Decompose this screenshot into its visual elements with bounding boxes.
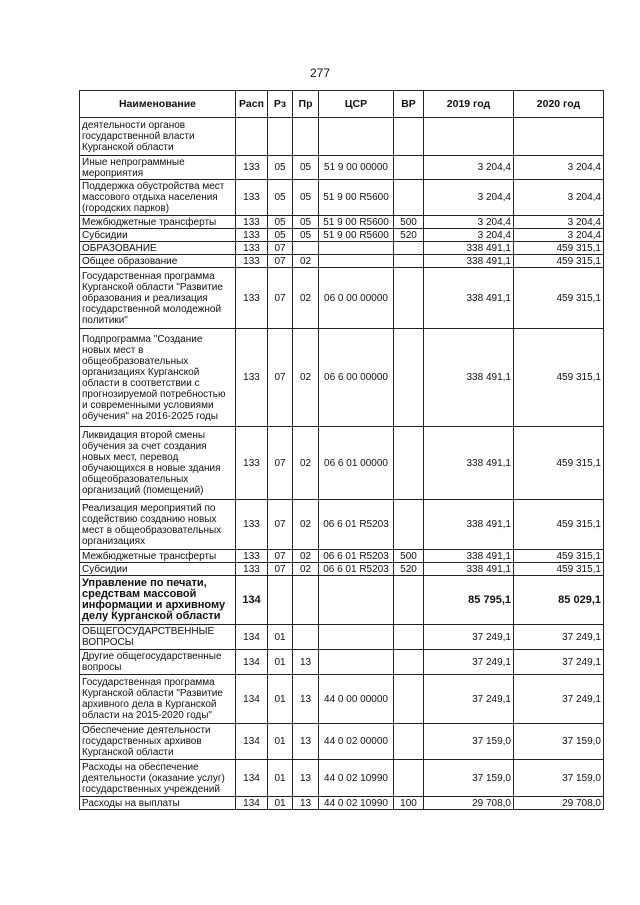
row-vr: 500 xyxy=(394,216,424,229)
row-rz: 01 xyxy=(268,760,293,797)
row-name: деятельности органов государственной власти Курганской области xyxy=(80,118,236,156)
table-row xyxy=(80,563,604,576)
row-rz: 05 xyxy=(268,156,293,180)
row-name: Ликвидация второй смены обучения за счет создания новых мест, перевод обучающихся в новые здания общеобразовательных организаций (помещений) xyxy=(80,427,236,500)
row-2020: 37 249,1 xyxy=(514,675,604,724)
row-pr xyxy=(293,242,319,255)
row-rasp: 133 xyxy=(236,242,268,255)
row-rz: 07 xyxy=(268,255,293,268)
row-csr: 51 9 00 00000 xyxy=(319,156,394,180)
row-2019: 37 249,1 xyxy=(424,625,514,650)
row-vr xyxy=(394,242,424,255)
row-2020: 459 315,1 xyxy=(514,329,604,427)
table-row xyxy=(80,576,604,625)
row-vr: 520 xyxy=(394,563,424,576)
row-2020: 85 029,1 xyxy=(514,576,604,625)
row-2020: 459 315,1 xyxy=(514,427,604,500)
row-2020: 37 249,1 xyxy=(514,625,604,650)
row-rasp xyxy=(236,118,268,156)
row-name: Обеспечение деятельности государственных архивов Курганской области xyxy=(80,724,236,760)
row-2020: 459 315,1 xyxy=(514,242,604,255)
row-rasp: 134 xyxy=(236,576,268,625)
row-2019: 3 204,4 xyxy=(424,180,514,216)
row-pr: 02 xyxy=(293,550,319,563)
row-vr xyxy=(394,500,424,550)
row-2020: 29 708,0 xyxy=(514,797,604,810)
row-pr: 02 xyxy=(293,255,319,268)
row-2019: 338 491,1 xyxy=(424,255,514,268)
row-name: Межбюджетные трансферты xyxy=(80,550,236,563)
row-2020: 37 159,0 xyxy=(514,724,604,760)
row-csr: 44 0 02 00000 xyxy=(319,724,394,760)
row-rz: 07 xyxy=(268,563,293,576)
row-csr: 06 6 00 00000 xyxy=(319,329,394,427)
row-vr xyxy=(394,427,424,500)
row-vr xyxy=(394,268,424,329)
row-2019: 29 708,0 xyxy=(424,797,514,810)
row-2020: 459 315,1 xyxy=(514,255,604,268)
row-rz: 01 xyxy=(268,625,293,650)
row-rz: 05 xyxy=(268,229,293,242)
row-rz: 01 xyxy=(268,650,293,675)
row-name: Управление по печати, средствам массовой информации и архивному делу Курганской области xyxy=(80,576,236,625)
table-row xyxy=(80,675,604,724)
row-2020: 459 315,1 xyxy=(514,500,604,550)
table-row xyxy=(80,180,604,216)
row-name: Иные непрограммные мероприятия xyxy=(80,156,236,180)
row-2019: 37 159,0 xyxy=(424,760,514,797)
row-csr: 06 6 01 R5203 xyxy=(319,550,394,563)
row-name: Государственная программа Курганской области "Развитие архивного дела в Курганской области на 2015-2020 годы" xyxy=(80,675,236,724)
row-rz: 07 xyxy=(268,427,293,500)
row-2019: 3 204,4 xyxy=(424,229,514,242)
row-2020: 459 315,1 xyxy=(514,268,604,329)
row-2019: 338 491,1 xyxy=(424,563,514,576)
row-pr: 02 xyxy=(293,500,319,550)
row-name: Общее образование xyxy=(80,255,236,268)
table-row xyxy=(80,427,604,500)
row-2020: 459 315,1 xyxy=(514,550,604,563)
table-row xyxy=(80,229,604,242)
row-rasp: 134 xyxy=(236,724,268,760)
row-2019: 85 795,1 xyxy=(424,576,514,625)
row-csr: 06 6 01 00000 xyxy=(319,427,394,500)
table-row xyxy=(80,760,604,797)
row-csr xyxy=(319,650,394,675)
row-vr xyxy=(394,255,424,268)
row-rz: 07 xyxy=(268,242,293,255)
col-header-pr: Пр xyxy=(293,91,319,118)
row-csr xyxy=(319,255,394,268)
row-name: Субсидии xyxy=(80,563,236,576)
row-2019: 37 249,1 xyxy=(424,675,514,724)
row-csr: 51 9 00 R5600 xyxy=(319,229,394,242)
row-name: Подпрограмма "Создание новых мест в общеобразовательных организациях Курганской области в соответствии с прогнозируемой потребностью и современными условиями обучения" на 2016-2025 годы xyxy=(80,329,236,427)
table-row xyxy=(80,242,604,255)
row-pr: 13 xyxy=(293,650,319,675)
row-csr: 51 9 00 R5600 xyxy=(319,180,394,216)
row-csr: 06 6 01 R5203 xyxy=(319,563,394,576)
row-2020: 37 159,0 xyxy=(514,760,604,797)
row-2019: 37 159,0 xyxy=(424,724,514,760)
row-2019: 338 491,1 xyxy=(424,427,514,500)
row-pr: 02 xyxy=(293,563,319,576)
row-2019: 338 491,1 xyxy=(424,329,514,427)
row-pr: 05 xyxy=(293,156,319,180)
row-2020: 37 249,1 xyxy=(514,650,604,675)
row-csr xyxy=(319,576,394,625)
row-2019: 338 491,1 xyxy=(424,550,514,563)
table-row xyxy=(80,156,604,180)
row-2020: 3 204,4 xyxy=(514,229,604,242)
table-row xyxy=(80,650,604,675)
row-rz: 07 xyxy=(268,500,293,550)
table-row xyxy=(80,550,604,563)
row-rasp: 134 xyxy=(236,675,268,724)
row-2019: 338 491,1 xyxy=(424,500,514,550)
row-vr xyxy=(394,650,424,675)
row-rasp: 134 xyxy=(236,650,268,675)
row-vr xyxy=(394,118,424,156)
row-2020: 459 315,1 xyxy=(514,563,604,576)
row-rz: 05 xyxy=(268,216,293,229)
row-rz: 01 xyxy=(268,724,293,760)
row-rz: 01 xyxy=(268,675,293,724)
table-row xyxy=(80,255,604,268)
row-rz: 05 xyxy=(268,180,293,216)
row-rz xyxy=(268,576,293,625)
row-csr xyxy=(319,625,394,650)
table-row xyxy=(80,500,604,550)
col-header-vr: ВР xyxy=(394,91,424,118)
row-pr xyxy=(293,576,319,625)
row-rasp: 133 xyxy=(236,500,268,550)
row-rz: 07 xyxy=(268,550,293,563)
row-pr: 02 xyxy=(293,329,319,427)
row-vr xyxy=(394,180,424,216)
row-2020 xyxy=(514,118,604,156)
row-csr: 06 0 00 00000 xyxy=(319,268,394,329)
row-pr xyxy=(293,118,319,156)
row-pr: 13 xyxy=(293,760,319,797)
row-csr: 44 0 00 00000 xyxy=(319,675,394,724)
row-rz: 07 xyxy=(268,329,293,427)
row-rasp: 134 xyxy=(236,760,268,797)
row-vr xyxy=(394,625,424,650)
row-name: Государственная программа Курганской области "Развитие образования и реализация государственной молодежной политики" xyxy=(80,268,236,329)
row-vr xyxy=(394,724,424,760)
col-header-rz: Рз xyxy=(268,91,293,118)
row-csr xyxy=(319,242,394,255)
col-header-name: Наименование xyxy=(80,91,236,118)
row-pr: 05 xyxy=(293,216,319,229)
row-rasp: 134 xyxy=(236,625,268,650)
row-vr xyxy=(394,156,424,180)
table-row xyxy=(80,625,604,650)
row-vr xyxy=(394,675,424,724)
row-vr xyxy=(394,576,424,625)
row-rasp: 133 xyxy=(236,180,268,216)
row-csr xyxy=(319,118,394,156)
row-vr: 500 xyxy=(394,550,424,563)
row-2019: 338 491,1 xyxy=(424,242,514,255)
page-number: 277 xyxy=(309,66,331,80)
row-name: Субсидии xyxy=(80,229,236,242)
row-rz: 01 xyxy=(268,797,293,810)
table-row xyxy=(80,329,604,427)
row-2020: 3 204,4 xyxy=(514,216,604,229)
row-rz xyxy=(268,118,293,156)
col-header-2020: 2020 год xyxy=(514,91,604,118)
row-rasp: 133 xyxy=(236,216,268,229)
row-name: Другие общегосударственные вопросы xyxy=(80,650,236,675)
row-name: Расходы на выплаты xyxy=(80,797,236,810)
row-name: ОБРАЗОВАНИЕ xyxy=(80,242,236,255)
row-csr: 44 0 02 10990 xyxy=(319,760,394,797)
row-vr: 520 xyxy=(394,229,424,242)
table-row xyxy=(80,216,604,229)
row-vr xyxy=(394,329,424,427)
row-pr: 13 xyxy=(293,675,319,724)
table-row xyxy=(80,118,604,156)
row-rasp: 133 xyxy=(236,329,268,427)
row-rasp: 133 xyxy=(236,427,268,500)
row-pr: 05 xyxy=(293,229,319,242)
row-2019: 338 491,1 xyxy=(424,268,514,329)
row-rz: 07 xyxy=(268,268,293,329)
row-2019 xyxy=(424,118,514,156)
row-2020: 3 204,4 xyxy=(514,156,604,180)
col-header-rasp: Расп xyxy=(236,91,268,118)
row-pr xyxy=(293,625,319,650)
row-name: Расходы на обеспечение деятельности (оказание услуг) государственных учреждений xyxy=(80,760,236,797)
row-2019: 3 204,4 xyxy=(424,216,514,229)
budget-table xyxy=(79,90,604,810)
row-2019: 3 204,4 xyxy=(424,156,514,180)
row-pr: 02 xyxy=(293,427,319,500)
row-pr: 13 xyxy=(293,724,319,760)
row-rasp: 133 xyxy=(236,268,268,329)
row-rasp: 134 xyxy=(236,797,268,810)
row-rasp: 133 xyxy=(236,156,268,180)
row-csr: 51 9 00 R5600 xyxy=(319,216,394,229)
row-rasp: 133 xyxy=(236,229,268,242)
table-row xyxy=(80,724,604,760)
row-name: Реализация мероприятий по содействию созданию новых мест в общеобразовательных организациях xyxy=(80,500,236,550)
row-vr xyxy=(394,760,424,797)
row-rasp: 133 xyxy=(236,563,268,576)
table-row xyxy=(80,797,604,810)
table-row xyxy=(80,268,604,329)
row-vr: 100 xyxy=(394,797,424,810)
row-pr: 13 xyxy=(293,797,319,810)
row-name: ОБЩЕГОСУДАРСТВЕННЫЕ ВОПРОСЫ xyxy=(80,625,236,650)
col-header-csr: ЦСР xyxy=(319,91,394,118)
header-row xyxy=(80,91,604,118)
row-2019: 37 249,1 xyxy=(424,650,514,675)
row-csr: 06 6 01 R5203 xyxy=(319,500,394,550)
row-name: Поддержка обустройства мест массового отдыха населения (городских парков) xyxy=(80,180,236,216)
row-name: Межбюджетные трансферты xyxy=(80,216,236,229)
row-rasp: 133 xyxy=(236,255,268,268)
row-pr: 05 xyxy=(293,180,319,216)
row-pr: 02 xyxy=(293,268,319,329)
row-2020: 3 204,4 xyxy=(514,180,604,216)
col-header-2019: 2019 год xyxy=(424,91,514,118)
row-csr: 44 0 02 10990 xyxy=(319,797,394,810)
row-rasp: 133 xyxy=(236,550,268,563)
